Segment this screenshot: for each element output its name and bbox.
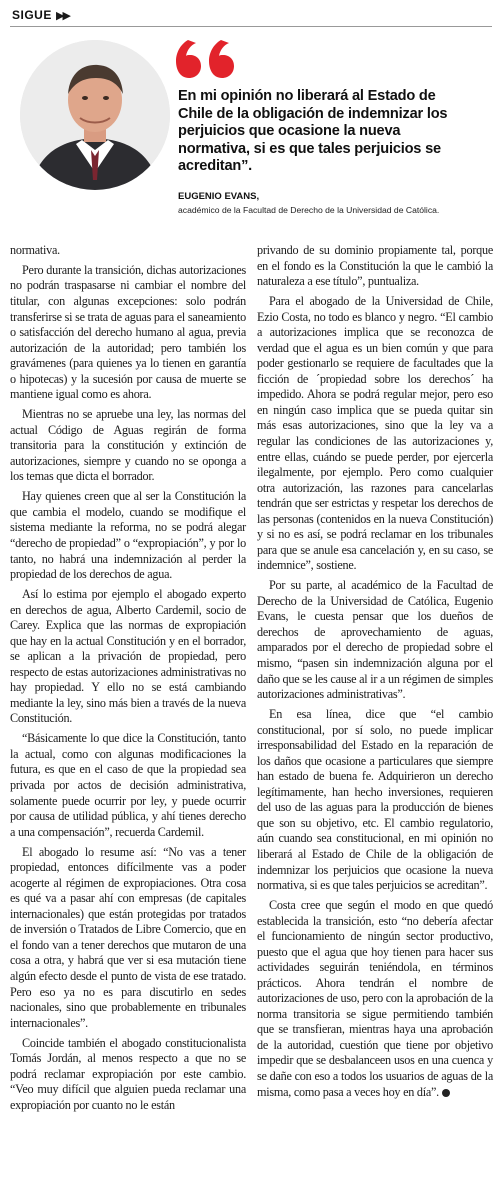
section-header bbox=[10, 6, 492, 27]
paragraph: “Básicamente lo que dice la Constitución, tanto la actual, como con algunas modificaciones la futura, es que en el caso de que la propiedad sea privada por actos de decisión administrativa, solamente puede ocurrir por ley, y puede ocurrir por causa de utilidad pública, y ahí tienes derecho a una compensación”, recuerda Cardemil. bbox=[10, 731, 246, 839]
paragraph: normativa. bbox=[10, 243, 60, 257]
pull-quote: En mi opinión no liberará al Estado de Chile de la obligación de indemnizar los perjuicios que ocasione la nueva normativa, si es que tales perjuicios se acreditan”. bbox=[178, 88, 448, 175]
article-column-right bbox=[257, 243, 493, 1104]
quote-mark-icon bbox=[176, 38, 236, 80]
paragraph: En esa línea, dice que “el cambio constitucional, por sí solo, no puede implicar irresponsabilidad del Estado en la reparación de los daños que ocasione a particulares que siempre han estado de buena fe. Adquirieron un derecho legítimamente, han hecho inversiones, requieren del uso de las aguas para la producción de bienes que son su objetivo, etc. El cambio regulatorio, aún cuando sea constitucional, en mi opinión no liberará al Estado de Chile de la obligación de indemnizar los perjuicios que ocasione la nueva normativa, si es que tales perjuicios se acreditan”. bbox=[257, 707, 493, 893]
paragraph: Hay quienes creen que al ser la Constitución la que cambia el modelo, cuando se modifique el sistema mediante la reforma, no se podrá alegar “derecho de propiedad” o “expropiación”, y por lo tanto, no habrá una indemnización al perder la propiedad de los derechos de agua. bbox=[10, 489, 246, 582]
paragraph: Mientras no se apruebe una ley, las normas del actual Código de Aguas regirán de forma transitoria para la constitución y extinción de autorizaciones, siempre y cuando no se oponga a los temas que dicta el borrador. bbox=[10, 407, 246, 484]
paragraph-last bbox=[257, 898, 493, 1100]
paragraph: El abogado lo resume así: “No vas a tener propiedad, entonces difícilmente vas a poder acogerte al régimen de expropiaciones. Otra cosa es qué va a pasar ahí con empresas (de capitales internacionales) que están protegidas por tratados de inversión o Tratados de Libre Comercio, que en el fondo van a tener derechos que mutaron de una cosa a otra, y habrá que ver si esa mutación tiene algún efecto desde el punto de vista de ese tratado. Pero eso ya no es para discutirlo en sedes nacionales, sino que probablemente en tribunales internacionales”. bbox=[10, 844, 246, 1030]
author-portrait bbox=[20, 40, 170, 190]
paragraph: Coincide también el abogado constitucionalista Tomás Jordán, al menos respecto a que no se podrá reclamar expropiación por este cambio. “Veo muy difícil que alguien pueda reclamar una expropiación por cuanto no le están bbox=[10, 1035, 246, 1112]
article-column-left bbox=[10, 243, 246, 1118]
end-of-article-icon bbox=[442, 1089, 450, 1097]
paragraph: privando de su dominio propiamente tal, porque en el fondo es la Constitución la que le cambió la naturaleza a ese título”, puntualiza. bbox=[257, 243, 493, 289]
forward-arrows-icon: ▶▶ bbox=[56, 9, 69, 22]
paragraph-text: Costa cree que según el modo en que quedó establecida la transición, esto “no debería afectar el funcionamiento de ningún sector productivo, puesto que el agua que hoy tienen para hacer sus actividades seguirán teniéndola, en términos prácticos. Ahora tendrán el nombre de autorizaciones de uso, pero con la aprobación de la norma transitoria se sigue permitiendo también que se transfieran, mientras haya una aprobación de la autoridad, cuestión que tiene por objetivo impedir que se desbalanceen usos en una cuenca y se dañe con eso a todos los usuarios de aguas de la misma, como pasa a veces hoy en día”. bbox=[257, 897, 493, 1099]
paragraph: Por su parte, al académico de la Facultad de Derecho de la Universidad de Católica, Eugenio Evans, le cuesta pensar que los dueños de derechos de aprovechamiento de aguas, amparados por el derecho de propiedad sobre el mismo, “pasen sin indemnización alguna por el daño que se les cause al ir a un régimen de simples autorizaciones administrativas”. bbox=[257, 578, 493, 702]
quote-author: EUGENIO EVANS, bbox=[178, 191, 260, 202]
paragraph: Pero durante la transición, dichas autorizaciones no podrán traspasarse ni cambiar el nombre del titular, con algunas excepciones: solo podrán transferirse si se trata de aguas para el saneamiento o satisfacción del derecho humano al agua, previa autorización de la autoridad; pero también los gravámenes (para quienes ya lo tienen en garantía o hipotecas) y la sucesión por causa de muerte se mantiene igual como es ahora. bbox=[10, 262, 246, 402]
quote-glyph bbox=[176, 40, 234, 78]
portrait-illustration bbox=[20, 40, 170, 190]
section-label: SIGUE bbox=[12, 8, 52, 22]
paragraph: Para el abogado de la Universidad de Chile, Ezio Costa, no todo es blanco y negro. “El cambio a autorizaciones implica que se reconozca de verdad que el agua es un bien común y que para poder gestionarlo se requiere de facultades que la ficción de ´propiedad sobre los derechos´ ha impedido. Ahora se podrá regular mejor, pero eso en ningún caso implica que se pueda quitar sin más esas autorizaciones, sino que la ley va a regular las condiciones de las autorizaciones y, entre ellas, cuándo se puede perder, por ejercerla ilegalmente, por ejemplo. Pero como cualquier otra autorización, las razones para cancelarlas tendrán que ser estrictas y respetar los derechos de las personas (contenidos en la nueva Constitución) y si no es así, se podrá reclamar en los tribunales para que se anule esa cancelación y, en su caso, se indemnice”, sostiene. bbox=[257, 294, 493, 573]
quote-author-role: académico de la Facultad de Derecho de la Universidad de Católica. bbox=[178, 205, 440, 215]
paragraph: Así lo estima por ejemplo el abogado experto en derechos de agua, Alberto Cardemil, socio de Carey. Explica que las normas de expropiación que hay en la actual Constitución y en el borrador, se aplican a la privación de propiedad, pero respecto de estas autorizaciones administrativas no hay propiedad. Y ello no se está cambiando mediante la ley, sino más bien a través de la nueva Constitución. bbox=[10, 587, 246, 726]
